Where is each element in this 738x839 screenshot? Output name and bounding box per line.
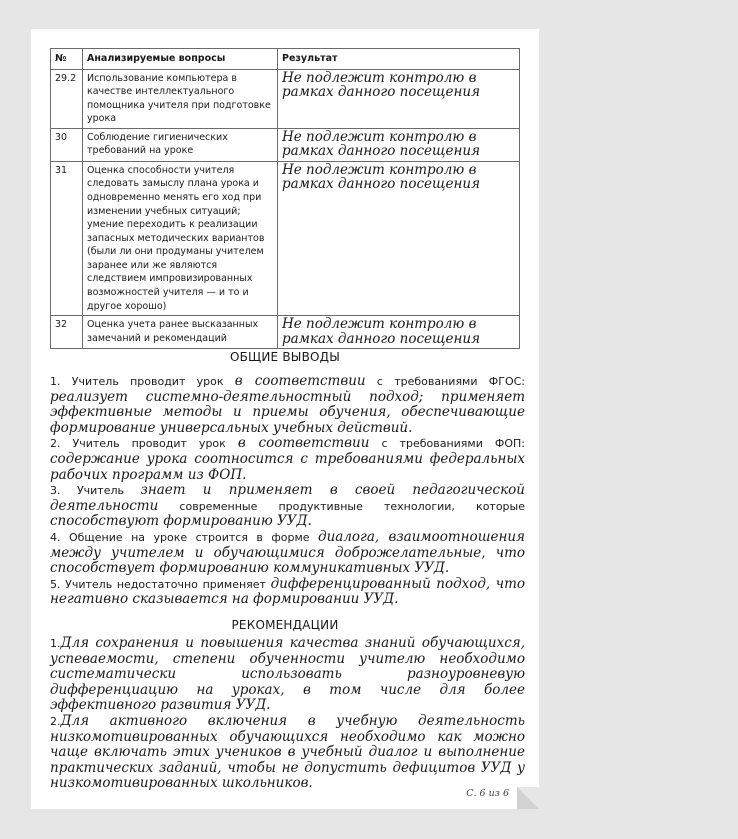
recommendation-text: Для активного включения в учебную деятельность низкомотивированных обучающихся необходимо как можно чаще включать этих учеников в учебный диалог и выполнение практических заданий, чтобы не допустить дефицитов УУД у низкомотивированных школьников. [50,712,525,792]
conclusion-item [50,436,525,483]
conclusion-item [50,483,525,530]
conclusion-text: с требованиями ФОП: [369,437,525,451]
row-number: 31 [51,161,83,315]
recommendation-number: 1. [50,637,61,650]
conclusion-emphasis: способствуют формированию УУД. [50,513,312,530]
conclusion-text: с требованиями ФГОС: [365,375,526,388]
conclusion-text: современные продуктивные технологии, которые [158,499,525,513]
row-question: Оценка способности учителя следовать замыслу плана урока и одновременно менять его ход при изменении учебных ситуаций; умение переходить к реализации запасных методических вариантов (были ли они продуманы учителем заранее или же являются следствием импровизированных возможностей учителя — и то и другое хорошо) [83,161,278,315]
conclusions-title: ОБЩИЕ ВЫВОДЫ [229,350,341,364]
row-result: Не подлежит контролю в рамках данного посещения [278,69,520,128]
conclusion-emphasis: дифференцированный подход, что негативно сказывается на формировании УУД. [50,575,525,608]
header-number: № [51,49,83,70]
analysis-table [50,48,520,349]
row-result: Не подлежит контролю в рамках данного посещения [278,316,520,349]
row-question: Оценка учета ранее высказанных замечаний и рекомендаций [83,316,278,349]
recommendations-title: РЕКОМЕНДАЦИИ [231,618,339,632]
conclusions-list [50,374,525,608]
document-page [31,29,539,809]
conclusion-emphasis: реализует системно-деятельностный подход; применяет эффективные методы и приемы обучения, обеспечивающие формирование универсальных учебных действий. [50,388,525,436]
recommendation-text: Для сохранения и повышения качества знаний обучающихся, успеваемости, степени обученности учителю необходимо систематически использовать разноуровневую дифференциацию на уроках, в том числе для более эффективного развития УУД. [50,635,525,714]
recommendations-list [50,636,525,792]
row-question: Использование компьютера в качестве интеллектуального помощника учителя при подготовке урока [83,69,278,128]
conclusion-emphasis: в соответствии [237,435,370,452]
table-row [51,69,520,128]
conclusion-text: 2. Учитель проводит урок [50,437,238,451]
conclusion-emphasis: в соответствии [234,373,366,389]
row-question: Соблюдение гигиенических требований на уроке [83,128,278,161]
conclusion-emphasis: знает и применяет в своей педагогической деятельности [50,482,525,514]
table-row [51,128,520,161]
conclusion-emphasis: содержание урока соотносится с требованиями федеральных рабочих программ из ФОП. [50,450,525,483]
conclusion-item [50,374,525,436]
recommendation-item [50,636,525,714]
row-number: 29.2 [51,69,83,128]
conclusion-item [50,577,525,608]
conclusion-text: 3. Учитель [50,484,141,498]
row-result: Не подлежит контролю в рамках данного посещения [278,161,520,315]
header-result: Результат [278,49,520,70]
row-number: 32 [51,316,83,349]
row-number: 30 [51,128,83,161]
header-questions: Анализируемые вопросы [83,49,278,70]
conclusion-text: 1. Учитель проводит урок [50,375,235,388]
conclusion-text: 5. Учитель недостаточно применяет [50,577,271,591]
table-row [51,161,520,315]
conclusion-text: 4. Общение на уроке строится в форме [50,530,319,544]
conclusion-item [50,530,525,577]
table-header-row [51,49,520,70]
row-result: Не подлежит контролю в рамках данного посещения [278,128,520,161]
page-corner-fold [517,787,539,809]
table-row [51,316,520,349]
page-number: С. 6 из 6 [466,788,509,799]
recommendation-item [50,714,525,792]
recommendation-number: 2. [50,714,61,728]
conclusion-emphasis: диалога, взаимоотношения между учителем и обучающимися доброжелательные, что способствует формированию коммуникативных УУД. [50,528,525,577]
